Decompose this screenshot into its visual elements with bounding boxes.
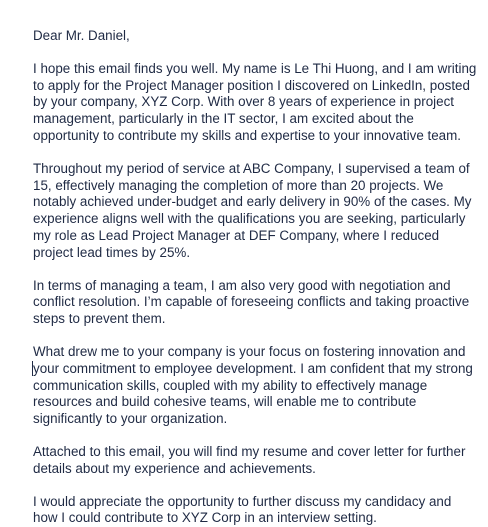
paragraph-attachments: Attached to this email, you will find my resume and cover letter for further details about my experience and achievements. <box>33 443 466 476</box>
paragraph-closing: I would appreciate the opportunity to further discuss my candidacy and how I could contribute to XYZ Corp in an interview setting. <box>33 493 452 526</box>
email-greeting: Dear Mr. Daniel, <box>33 28 130 43</box>
paragraph-experience: Throughout my period of service at ABC Company, I supervised a team of 15, effectively managing the completion of more than 20 projects. We notably achieved under-budget and early delivery in 90% of the cases. My experience aligns well with the qualifications you are seeking, particularly my role as Lead Project Manager at DEF Company, where I reduced project lead times by 25%. <box>33 160 472 260</box>
paragraph-intro: I hope this email finds you well. My name is Le Thi Huong, and I am writing to apply for the Project Manager position I discovered on LinkedIn, posted by your company, XYZ Corp. With over 8 years of experience in project management, particularly in the IT sector, I am excited about the opportunity to contribute my skills and expertise to your innovative team. <box>33 60 477 143</box>
paragraph-motivation: What drew me to your company is your focus on fostering innovation and your commitment to employee development. I am confident that my strong communication skills, coupled with my ability to effectively manage resources and build cohesive teams, will enable me to contribute significantly to your organization. <box>33 343 473 427</box>
text-cursor <box>32 361 33 376</box>
paragraph-team-management: In terms of managing a team, I am also very good with negotiation and conflict resolution. I’m capable of foreseeing conflicts and taking proactive steps to prevent them. <box>33 277 470 327</box>
